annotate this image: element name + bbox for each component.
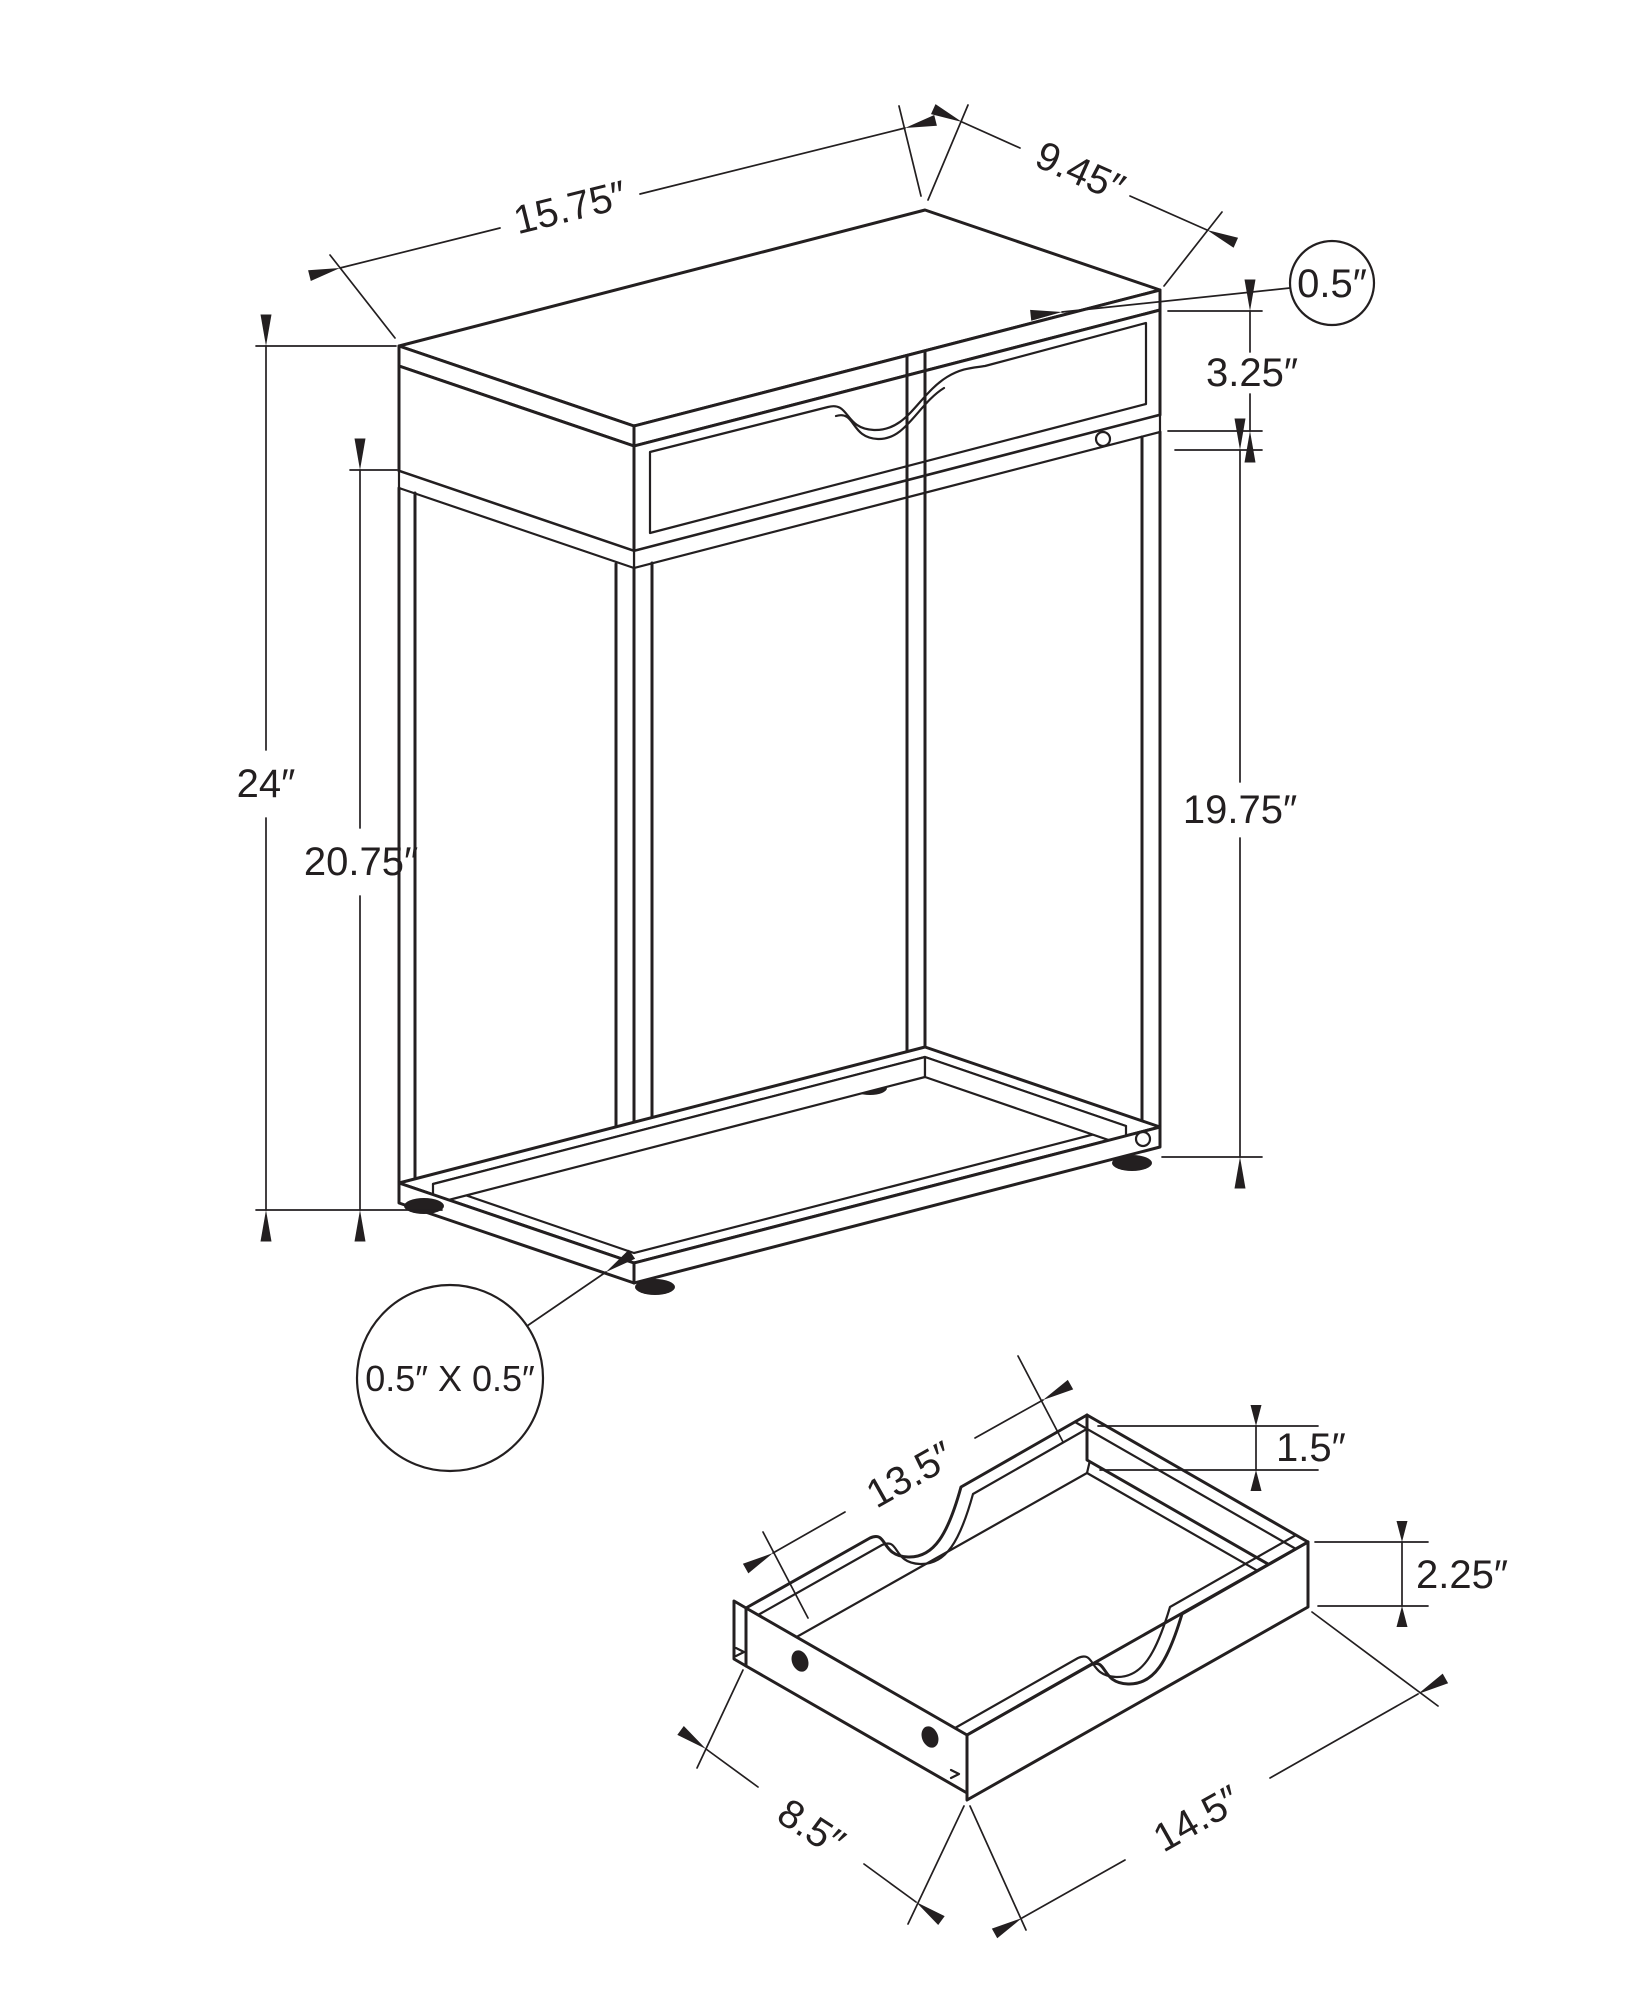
- leg-right: [1142, 432, 1160, 1132]
- leg-front-left: [399, 488, 415, 1188]
- dim-label-overall-height: 24″: [236, 762, 296, 806]
- dimension-base-clearance: [1162, 450, 1297, 1157]
- foot-front: [635, 1279, 675, 1295]
- drawer-view: [697, 1356, 1508, 1930]
- table-view: [237, 105, 1374, 1471]
- callout-frame-tube: [357, 1272, 606, 1471]
- dim-label-drawer-front-panel-height: 2.25″: [1416, 1553, 1509, 1597]
- foot-right: [1112, 1155, 1152, 1171]
- dim-label-drawer-front-height: 3.25″: [1205, 351, 1299, 395]
- dimension-drawer-front-height: [1168, 311, 1298, 431]
- dim-label-top-thickness: 0.5″: [1297, 262, 1367, 306]
- dim-label-base-clearance: 19.75″: [1182, 788, 1298, 832]
- dimension-leg-height: [304, 470, 418, 1210]
- dim-label-top-width: 15.75″: [509, 172, 631, 244]
- dim-label-top-depth: 9.45″: [1029, 133, 1131, 211]
- foot-left: [404, 1198, 444, 1214]
- base-frame: [399, 1047, 1160, 1295]
- dim-label-drawer-inner-width: 13.5″: [859, 1433, 961, 1517]
- dim-label-drawer-outer-width: 14.5″: [1146, 1777, 1248, 1861]
- dim-label-drawer-side-height: 1.5″: [1276, 1426, 1346, 1470]
- dim-label-drawer-inner-depth: 8.5″: [769, 1790, 853, 1866]
- dimension-drawer-front-panel-height: [1315, 1542, 1508, 1606]
- dim-label-frame-tube: 0.5″ X 0.5″: [365, 1358, 535, 1399]
- dim-label-leg-height: 20.75″: [303, 840, 419, 884]
